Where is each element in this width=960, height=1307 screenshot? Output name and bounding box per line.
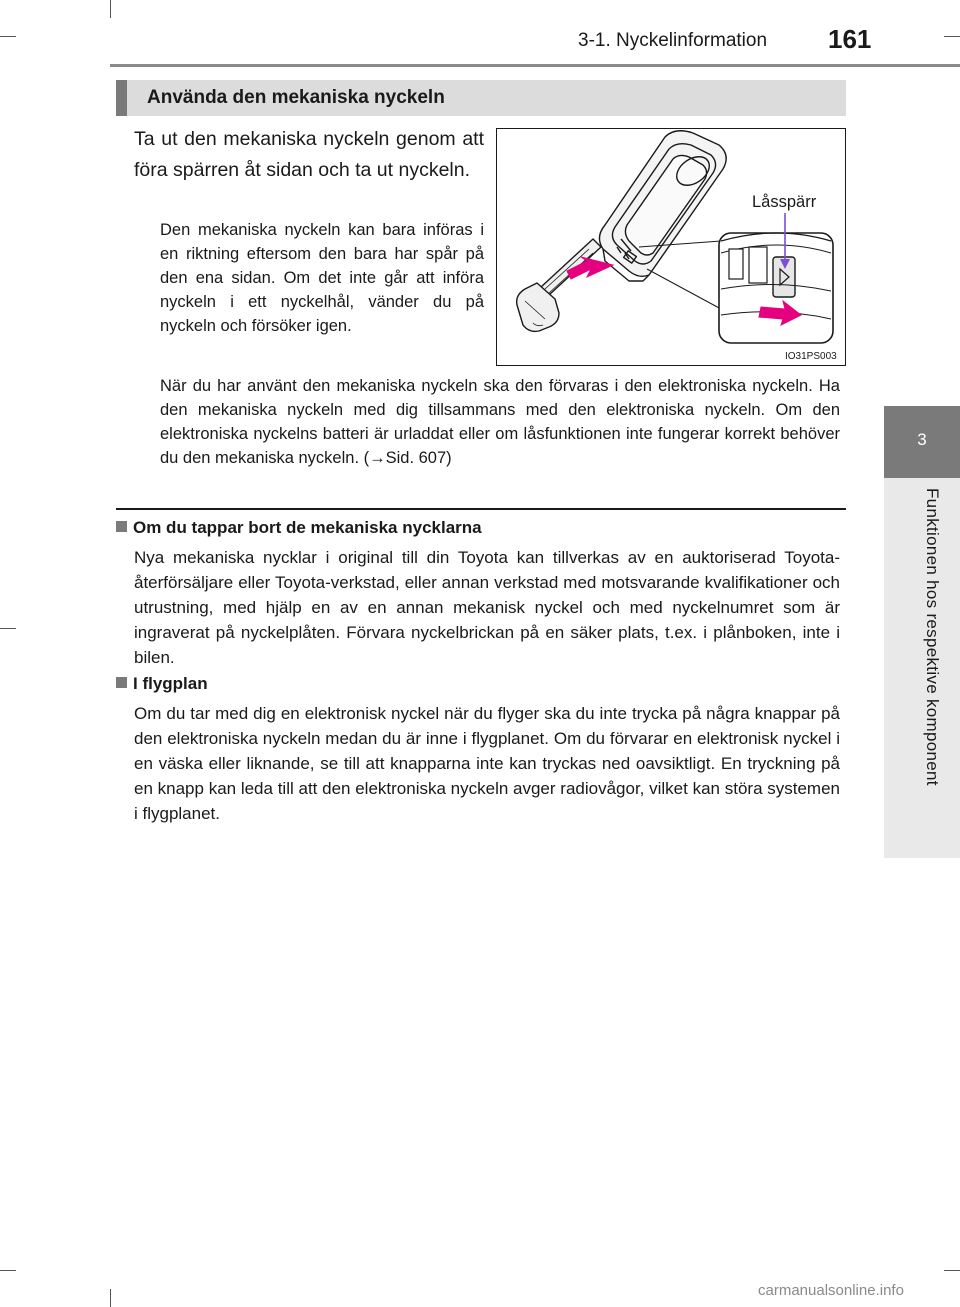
crop-mark: [110, 0, 111, 18]
crop-mark: [0, 1270, 16, 1271]
crop-mark: [0, 628, 16, 629]
crop-mark: [944, 36, 960, 37]
section-heading-bar: [116, 80, 846, 116]
leader-line: [647, 269, 721, 309]
note-key-direction: Den mekaniska nyckeln kan bara införas i en riktning eftersom den bara har spår på den ena sidan. Om det inte går att införa nyckeln i ett nyckelhål, vänder du på nyckeln och försöker igen.: [160, 221, 484, 335]
chapter-number: 3: [917, 430, 927, 449]
subsection-body: Om du tar med dig en elektronisk nyckel när du flyger ska du inte trycka på några knappar på den elektroniska nyckeln medan du är inne i flygplanet. Om du förvarar en elektronisk nyckel i en väska eller liknande, se till att knapparna inte kan tryckas ned oavsiktligt. En tryckning på en knapp kan leda till att den elektroniska nyckeln avger radiovågor, vilket kan störa systemen i flygplanet.: [134, 704, 840, 823]
key-fob: [599, 131, 726, 281]
crop-mark: [0, 36, 16, 37]
crop-mark: [944, 1270, 960, 1271]
square-bullet-icon: [116, 677, 127, 688]
subsection-body: Nya mekaniska nycklar i original till din Toyota kan tillverkas av en auktoriserad Toyota-återförsäljare eller Toyota-verkstad, eller annan verkstad med motsvarande kvalifikationer och utrustning, med hjälp en av en annan mekanisk nyckel och med nyckelnumret som är ingraverat på nyckelplåten. Förvara nyckelbrickan på en säker plats, t.ex. i plånboken, inte i bilen.: [134, 548, 840, 667]
section-divider: [116, 508, 846, 510]
header-rule: [110, 64, 960, 67]
lock-release-inset: [719, 233, 833, 343]
running-header-section: 3-1. Nyckelinformation: [578, 30, 768, 51]
subsection-heading-text: I flygplan: [133, 674, 208, 693]
key-drawing: [497, 129, 846, 366]
chapter-title: Funktionen hos respektive komponent: [923, 488, 942, 786]
subsection-heading: [116, 518, 482, 538]
key-illustration: [496, 128, 846, 366]
lock-release-label: Låsspärr: [752, 193, 817, 211]
step-instruction: Ta ut den mekaniska nyckeln genom att föra spärren åt sidan och ta ut nyckeln.: [134, 128, 484, 181]
subsection-heading-text: Om du tappar bort de mekaniska nycklarna: [133, 518, 482, 537]
watermark: carmanualsonline.info: [758, 1282, 904, 1299]
page-number: 161: [828, 24, 872, 54]
crop-mark: [110, 1289, 111, 1307]
figure-code: IO31PS003: [785, 351, 837, 362]
section-title: Använda den mekaniska nyckeln: [147, 87, 445, 108]
mechanical-key: [517, 239, 601, 331]
note-storage: När du har använt den mekaniska nyckeln ska den förvaras i den elektroniska nyckeln. Ha den mekaniska nyckeln med dig tillsammans med den elektroniska nyckeln. Om den elektroniska nyckelns batteri är urladdat eller om låsfunktionen inte fungerar korrekt behöver du den mekaniska nyckeln. (→Sid. 607): [160, 377, 840, 467]
square-bullet-icon: [116, 521, 127, 532]
subsection-heading: [116, 674, 208, 694]
